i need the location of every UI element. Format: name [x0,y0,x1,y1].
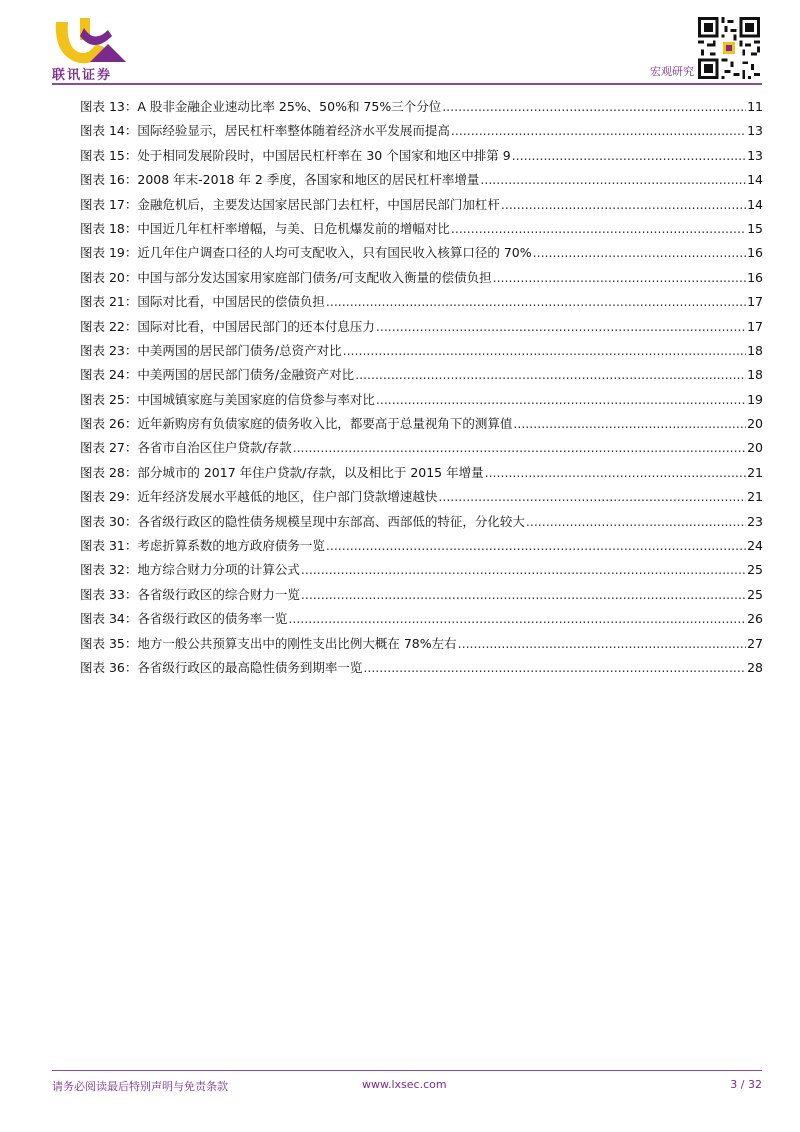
header-divider [52,83,762,85]
toc-leader-dots [451,119,746,143]
toc-entry-label: 图表 35：地方一般公共预算支出中的刚性支出比例大概在 78%左右 [80,635,457,651]
toc-entry-label: 图表 31：考虑折算系数的地方政府债务一览 [80,538,325,554]
toc-entry-label: 图表 22：国际对比看，中国居民部门的还本付息压力 [80,318,375,334]
toc-entry[interactable] [80,363,763,387]
toc-leader-dots [480,168,746,192]
toc-entry[interactable] [80,485,763,509]
toc-leader-dots [376,315,746,339]
toc-entry-label: 图表 15：处于相同发展阶段时，中国居民杠杆率在 30 个国家和地区中排第 9 [80,147,511,163]
toc-entry[interactable] [80,339,763,363]
toc-entry-label: 图表 30：各省级行政区的隐性债务规模呈现中东部高、西部低的特征，分化较大 [80,513,525,529]
toc-entry-page: 13 [747,123,763,139]
toc-leader-dots [485,461,746,485]
toc-entry-page: 23 [747,513,763,529]
toc-leader-dots [438,485,746,509]
toc-entry-page: 17 [747,294,763,310]
toc-entry-page: 21 [747,464,763,480]
toc-entry[interactable] [80,193,763,217]
toc-entry[interactable] [80,656,763,680]
toc-leader-dots [288,607,746,631]
toc-entry-page: 27 [747,635,763,651]
toc-entry-label: 图表 16：2008 年末-2018 年 2 季度，各国家和地区的居民杠杆率增量 [80,172,480,188]
toc-leader-dots [458,632,746,656]
toc-entry[interactable] [80,632,763,656]
toc-entry-page: 28 [747,659,763,675]
toc-leader-dots [533,241,746,265]
toc-entry-label: 图表 20：中国与部分发达国家用家庭部门债务/可支配收入衡量的偿债负担 [80,269,492,285]
toc-entry[interactable] [80,168,763,192]
toc-entry[interactable] [80,217,763,241]
toc-entry-label: 图表 13：A 股非金融企业速动比率 25%、50%和 75%三个分位 [80,99,442,114]
toc-entry-page: 18 [747,342,763,358]
toc-entry-label: 图表 21：国际对比看，中国居民的偿债负担 [80,294,325,310]
toc-entry-page: 18 [747,367,763,383]
toc-entry-label: 图表 14：国际经验显示，居民杠杆率整体随着经济水平发展而提高 [80,123,450,139]
toc-entry-label: 图表 34：各省级行政区的债务率一览 [80,611,288,627]
toc-leader-dots [501,193,746,217]
toc-leader-dots [326,534,746,558]
toc-leader-dots [493,266,747,290]
toc-entry-label: 图表 25：中国城镇家庭与美国家庭的信贷参与率对比 [80,391,375,407]
page-number: 3 / 32 [730,1078,762,1091]
toc-entry-label: 图表 36：各省级行政区的最高隐性债务到期率一览 [80,659,363,675]
toc-entry[interactable] [80,144,763,168]
toc-entry[interactable] [80,241,763,265]
toc-entry[interactable] [80,412,763,436]
page-header [0,0,800,90]
toc-entry[interactable] [80,461,763,485]
toc-entry[interactable] [80,266,763,290]
toc-entry-page: 20 [747,416,763,432]
toc-entry-page: 11 [747,99,763,114]
figure-list [80,95,763,680]
toc-entry[interactable] [80,315,763,339]
toc-entry-page: 16 [747,245,763,261]
toc-leader-dots [376,388,746,412]
toc-entry-label: 图表 18：中国近几年杠杆率增幅，与美、日危机爆发前的增幅对比 [80,220,450,236]
toc-entry[interactable] [80,510,763,534]
toc-entry-page: 13 [747,147,763,163]
toc-entry-label: 图表 23：中美两国的居民部门债务/总资产对比 [80,342,342,358]
toc-entry-label: 图表 24：中美两国的居民部门债务/金融资产对比 [80,367,355,383]
toc-entry-page: 17 [747,318,763,334]
toc-entry-label: 图表 32：地方综合财力分项的计算公式 [80,562,300,578]
toc-leader-dots [451,217,746,241]
footer-disclaimer: 请务必阅读最后特别声明与免责条款 [52,1080,228,1093]
toc-leader-dots [301,583,746,607]
toc-leader-dots [526,510,746,534]
toc-entry-page: 16 [747,269,763,285]
toc-leader-dots [442,95,746,119]
toc-entry-label: 图表 33：各省级行政区的综合财力一览 [80,586,300,602]
toc-entry-page: 24 [747,538,763,554]
toc-entry-label: 图表 19：近几年住户调查口径的人均可支配收入，只有国民收入核算口径的 70% [80,245,532,261]
toc-entry-page: 14 [747,172,763,188]
toc-entry[interactable] [80,583,763,607]
toc-entry[interactable] [80,436,763,460]
toc-entry-page: 14 [747,196,763,212]
toc-entry-label: 图表 27：各省市自治区住户贷款/存款 [80,440,292,456]
toc-entry-label: 图表 29：近年经济发展水平越低的地区，住户部门贷款增速越快 [80,489,438,505]
qr-code-icon [697,17,761,79]
toc-leader-dots [293,436,747,460]
toc-leader-dots [512,144,746,168]
footer-divider [52,1070,762,1071]
section-title: 宏观研究 [650,65,694,78]
toc-entry-page: 25 [747,562,763,578]
toc-leader-dots [513,412,746,436]
toc-leader-dots [355,363,746,387]
toc-entry[interactable] [80,558,763,582]
footer-website-link[interactable]: www.lxsec.com [362,1078,447,1091]
toc-entry[interactable] [80,607,763,631]
toc-entry[interactable] [80,119,763,143]
toc-entry-label: 图表 28：部分城市的 2017 年住户贷款/存款，以及相比于 2015 年增量 [80,464,484,480]
toc-entry-page: 15 [747,220,763,236]
toc-leader-dots [326,290,746,314]
toc-entry-label: 图表 26：近年新购房有负债家庭的债务收入比，都要高于总量视角下的测算值 [80,416,513,432]
toc-entry[interactable] [80,388,763,412]
toc-leader-dots [343,339,747,363]
toc-entry[interactable] [80,534,763,558]
toc-entry-label: 图表 17：金融危机后，主要发达国家居民部门去杠杆，中国居民部门加杠杆 [80,196,500,212]
logo-wordmark: 联讯证券 [52,68,113,83]
toc-leader-dots [363,656,746,680]
toc-entry-page: 20 [747,440,763,456]
toc-entry-page: 25 [747,586,763,602]
toc-entry-page: 26 [747,611,763,627]
toc-entry-page: 19 [747,391,763,407]
toc-entry[interactable] [80,290,763,314]
toc-entry[interactable] [80,95,763,119]
toc-entry-page: 21 [747,489,763,505]
toc-leader-dots [301,558,746,582]
